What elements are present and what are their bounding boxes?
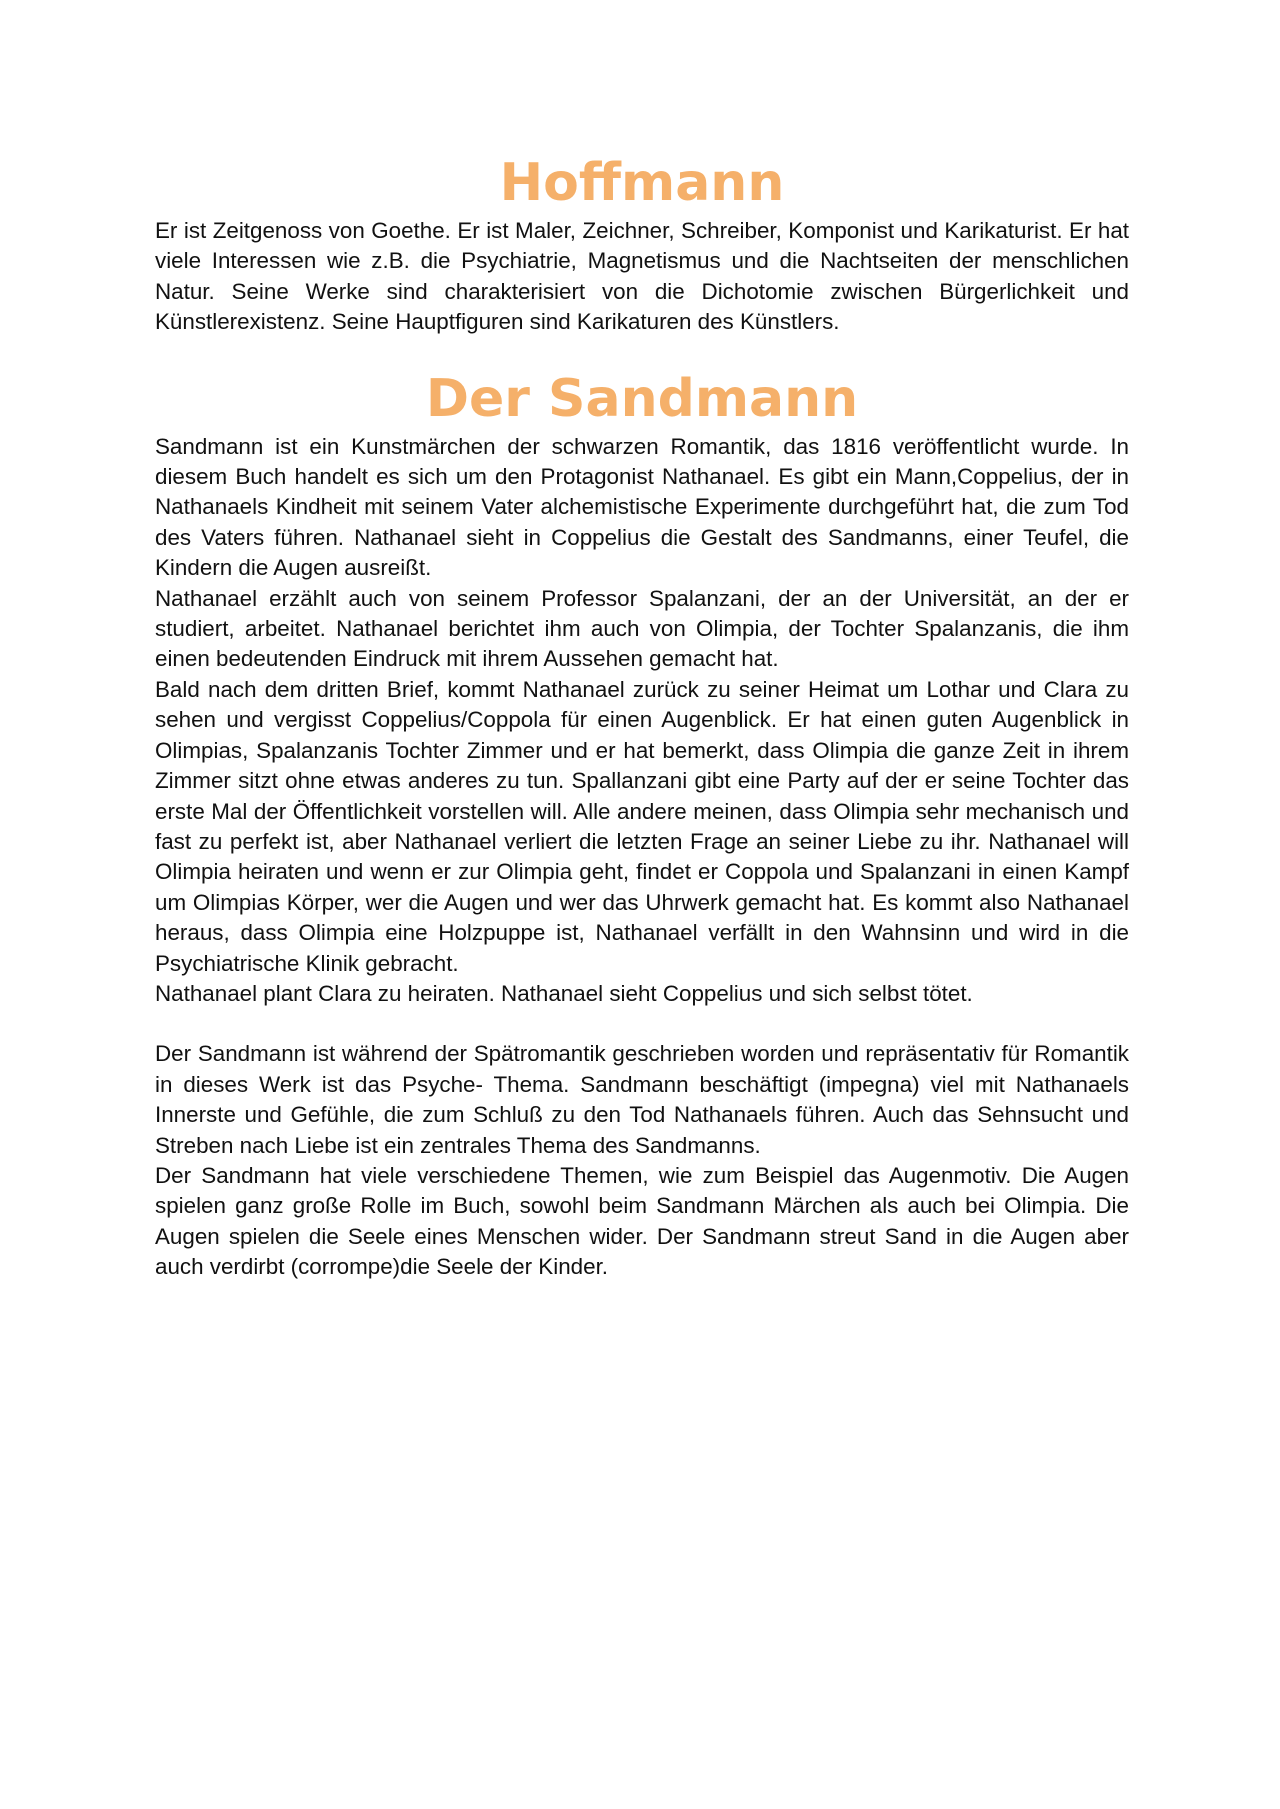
sandmann-paragraph-spalanzani: Nathanael erzählt auch von seinem Professor Spalanzani, der an der Universität, an der er studiert, arbeitet. Nathanael berichtet ihm auch von Olimpia, der Tochter Spalanzanis, die ihm einen bedeutenden Eindruck mit ihrem Aussehen gemacht hat.	[155, 585, 1129, 672]
hoffmann-paragraph: Er ist Zeitgenoss von Goethe. Er ist Maler, Zeichner, Schreiber, Komponist und Karikaturist. Er hat viele Interessen wie z.B. die Psychiatrie, Magnetismus und die Nachtseiten der menschlichen Natur. Seine Werke sind charakterisiert von die Dichotomie zwischen Bürgerlichkeit und Künstlerexistenz. Seine Hauptfiguren sind Karikaturen des Künstlers.	[155, 218, 1129, 335]
sandmann-paragraph-romantik: Der Sandmann ist während der Spätromantik geschrieben worden und repräsentativ für Romantik in dieses Werk ist das Psyche- Thema. Sandmann beschäftigt (impegna) viel mit Nathanaels Innerste und Gefühle, die zum Schluß zu den Tod Nathanaels führen. Auch das Sehnsucht und Streben nach Liebe ist ein zentrales Thema des Sandmanns.	[155, 1041, 1129, 1158]
sandmann-paragraph-plot: Bald nach dem dritten Brief, kommt Nathanael zurück zu seiner Heimat um Lothar und Clara zu sehen und vergisst Coppelius/Coppola für einen Augenblick. Er hat einen guten Augenblick in Olimpias, Spalanzanis Tochter Zimmer und er hat bemerkt, dass Olimpia die ganze Zeit in ihrem Zimmer sitzt ohne etwas anderes zu tun. Spallanzani gibt eine Party auf der er seine Tochter das erste Mal der Öffentlichkeit vorstellen will. Alle andere meinen, dass Olimpia sehr mechanisch und fast zu perfekt ist, aber Nathanael verliert die letzten Frage an seiner Liebe zu ihr. Nathanael will Olimpia heiraten und wenn er zur Olimpia geht, findet er Coppola und Spalanzani in einen Kampf um Olimpias Körper, wer die Augen und wer das Uhrwerk gemacht hat. Es kommt also Nathanael heraus, dass Olimpia eine Holzpuppe ist, Nathanael verfällt in den Wahnsinn und wird in die Psychiatrische Klinik gebracht.	[155, 676, 1129, 976]
document-page	[155, 150, 1129, 1283]
sandmann-paragraph-augenmotiv: Der Sandmann hat viele verschiedene Themen, wie zum Beispiel das Augenmotiv. Die Augen spielen ganz große Rolle im Buch, sowohl beim Sandmann Märchen als auch bei Olimpia. Die Augen spielen die Seele eines Menschen wider. Der Sandmann streut Sand in die Augen aber auch verdirbt (corrompe)die Seele der Kinder.	[155, 1162, 1129, 1280]
sandmann-paragraph-summary: Sandmann ist ein Kunstmärchen der schwarzen Romantik, das 1816 veröffentlicht wurde. In diesem Buch handelt es sich um den Protagonist Nathanael. Es gibt ein Mann,Coppelius, der in Nathanaels Kindheit mit seinem Vater alchemistische Experimente durchgeführt hat, die zum Tod des Vaters führen. Nathanael sieht in Coppelius die Gestalt des Sandmanns, einer Teufel, die Kindern die Augen ausreißt.	[155, 433, 1129, 581]
section-title-der-sandmann: Der Sandmann	[425, 368, 859, 429]
section-title-hoffmann: Hoffmann	[499, 153, 785, 213]
sandmann-paragraph-ending: Nathanael plant Clara zu heiraten. Nathanael sieht Coppelius und sich selbst tötet.	[155, 980, 973, 1006]
